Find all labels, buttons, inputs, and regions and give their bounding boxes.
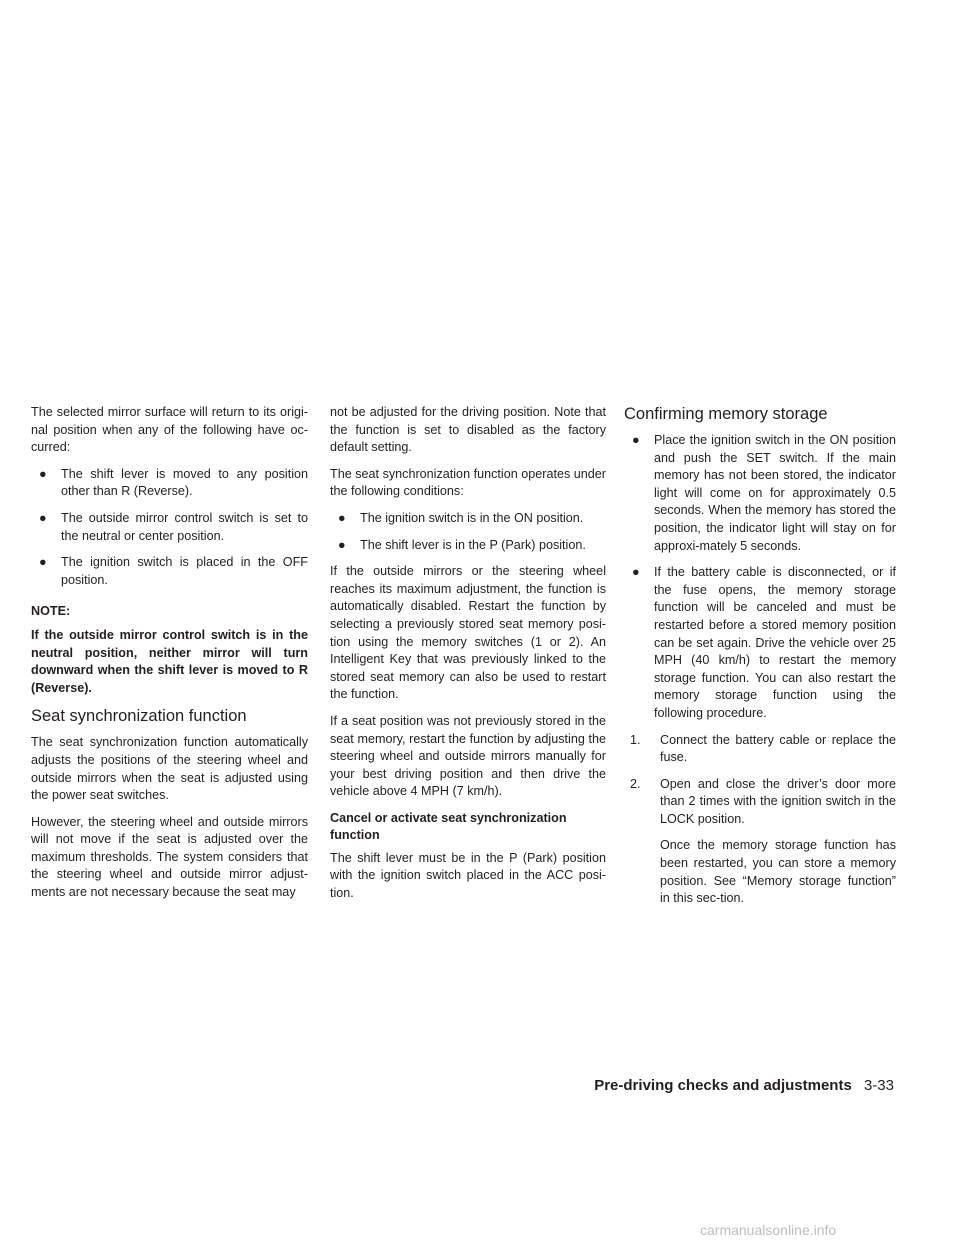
- page-number: 3-33: [863, 1077, 894, 1094]
- paragraph: However, the steering wheel and outside mirrors will not move if the seat is adjusted over the maximum thresholds. The system considers that the steering wheel and outside mirror adjust-ments are not necessary because the seat may: [31, 814, 308, 900]
- bullet-icon: ●: [632, 433, 640, 447]
- bullet-icon: ●: [338, 537, 346, 552]
- list-item: ● Place the ignition switch in the ON position and push the SET switch. If the main memory has not been stored, the indicator light will come on for approximately 0.5 seconds. When the memory has stored the position, the indicator light will stay on for approxi-mately 5 seconds.: [632, 433, 896, 553]
- paragraph: The shift lever must be in the P (Park) position with the ignition switch placed in the ACC posi-tion.: [330, 850, 606, 901]
- paragraph: The seat synchronization function operates under the following conditions:: [330, 466, 606, 499]
- note-label: NOTE:: [31, 604, 71, 619]
- subsection-heading: Cancel or activate seat synchronization function: [330, 810, 567, 842]
- list-item: ● The shift lever is moved to any position other than R (Reverse).: [39, 466, 308, 499]
- paragraph: If the outside mirrors or the steering wheel reaches its maximum adjustment, the function is automatically disabled. Restart the function by selecting a previously stored seat memory posi-tion using the memory switches (1 or 2). An Intelligent Key that was previously linked to the stored seat memory can also be used to restart the function.: [330, 564, 606, 702]
- bullet-icon: ●: [338, 510, 346, 525]
- column-left: [31, 404, 308, 911]
- numbered-step: 1. Connect the battery cable or replace the fuse.: [630, 732, 896, 765]
- list-item: ● The outside mirror control switch is set to the neutral or center position.: [39, 510, 308, 543]
- paragraph: not be adjusted for the driving position. Note that the function is set to disabled as the factory default setting.: [330, 405, 606, 455]
- list-item: ● The ignition switch is in the ON position.: [338, 510, 606, 528]
- column-right: [624, 404, 896, 917]
- intro-paragraph: The selected mirror surface will return to its origi-nal position when any of the following have oc-curred:: [31, 405, 308, 455]
- list-item: ● The ignition switch is placed in the OFF position.: [39, 555, 308, 587]
- page-footer: [594, 1077, 894, 1094]
- bullet-icon: ●: [39, 510, 47, 525]
- footer-section-title: Pre-driving checks and adjustments: [594, 1077, 852, 1094]
- column-middle: [330, 404, 606, 912]
- note-text: If the outside mirror control switch is in the neutral position, neither mirror will turn downward when the shift lever is moved to R (Reverse).: [31, 627, 308, 695]
- list-item: ● If the battery cable is disconnected, or if the fuse opens, the memory storage function will be canceled and must be restarted before a stored memory position can be set again. Drive the vehicle over 25 MPH (40 km/h) to restart the memory storage function. You can also restart the memory storage function using the following procedure.: [632, 565, 896, 720]
- bullet-icon: ●: [632, 565, 640, 580]
- paragraph: The seat synchronization function automatically adjusts the positions of the steering wheel and outside mirrors when the seat is adjusted using the power seat switches.: [31, 735, 308, 803]
- paragraph: If a seat position was not previously stored in the seat memory, restart the function by adjusting the steering wheel and outside mirrors manually for your best driving position and then drive the vehicle above 4 MPH (7 km/h).: [330, 713, 606, 799]
- bullet-icon: ●: [39, 466, 47, 481]
- section-heading: Seat synchronization function: [31, 707, 247, 726]
- list-item: ● The shift lever is in the P (Park) position.: [338, 537, 606, 555]
- watermark: carmanualsonline.info: [700, 1222, 837, 1238]
- section-heading: Confirming memory storage: [624, 405, 828, 423]
- bullet-icon: ●: [39, 555, 47, 570]
- step-continuation: Once the memory storage function has been restarted, you can store a memory position. See “Memory storage function” in this sec-tion.: [660, 838, 896, 906]
- numbered-step: 2. Open and close the driver’s door more than 2 times with the ignition switch in the LOCK position.: [630, 776, 896, 826]
